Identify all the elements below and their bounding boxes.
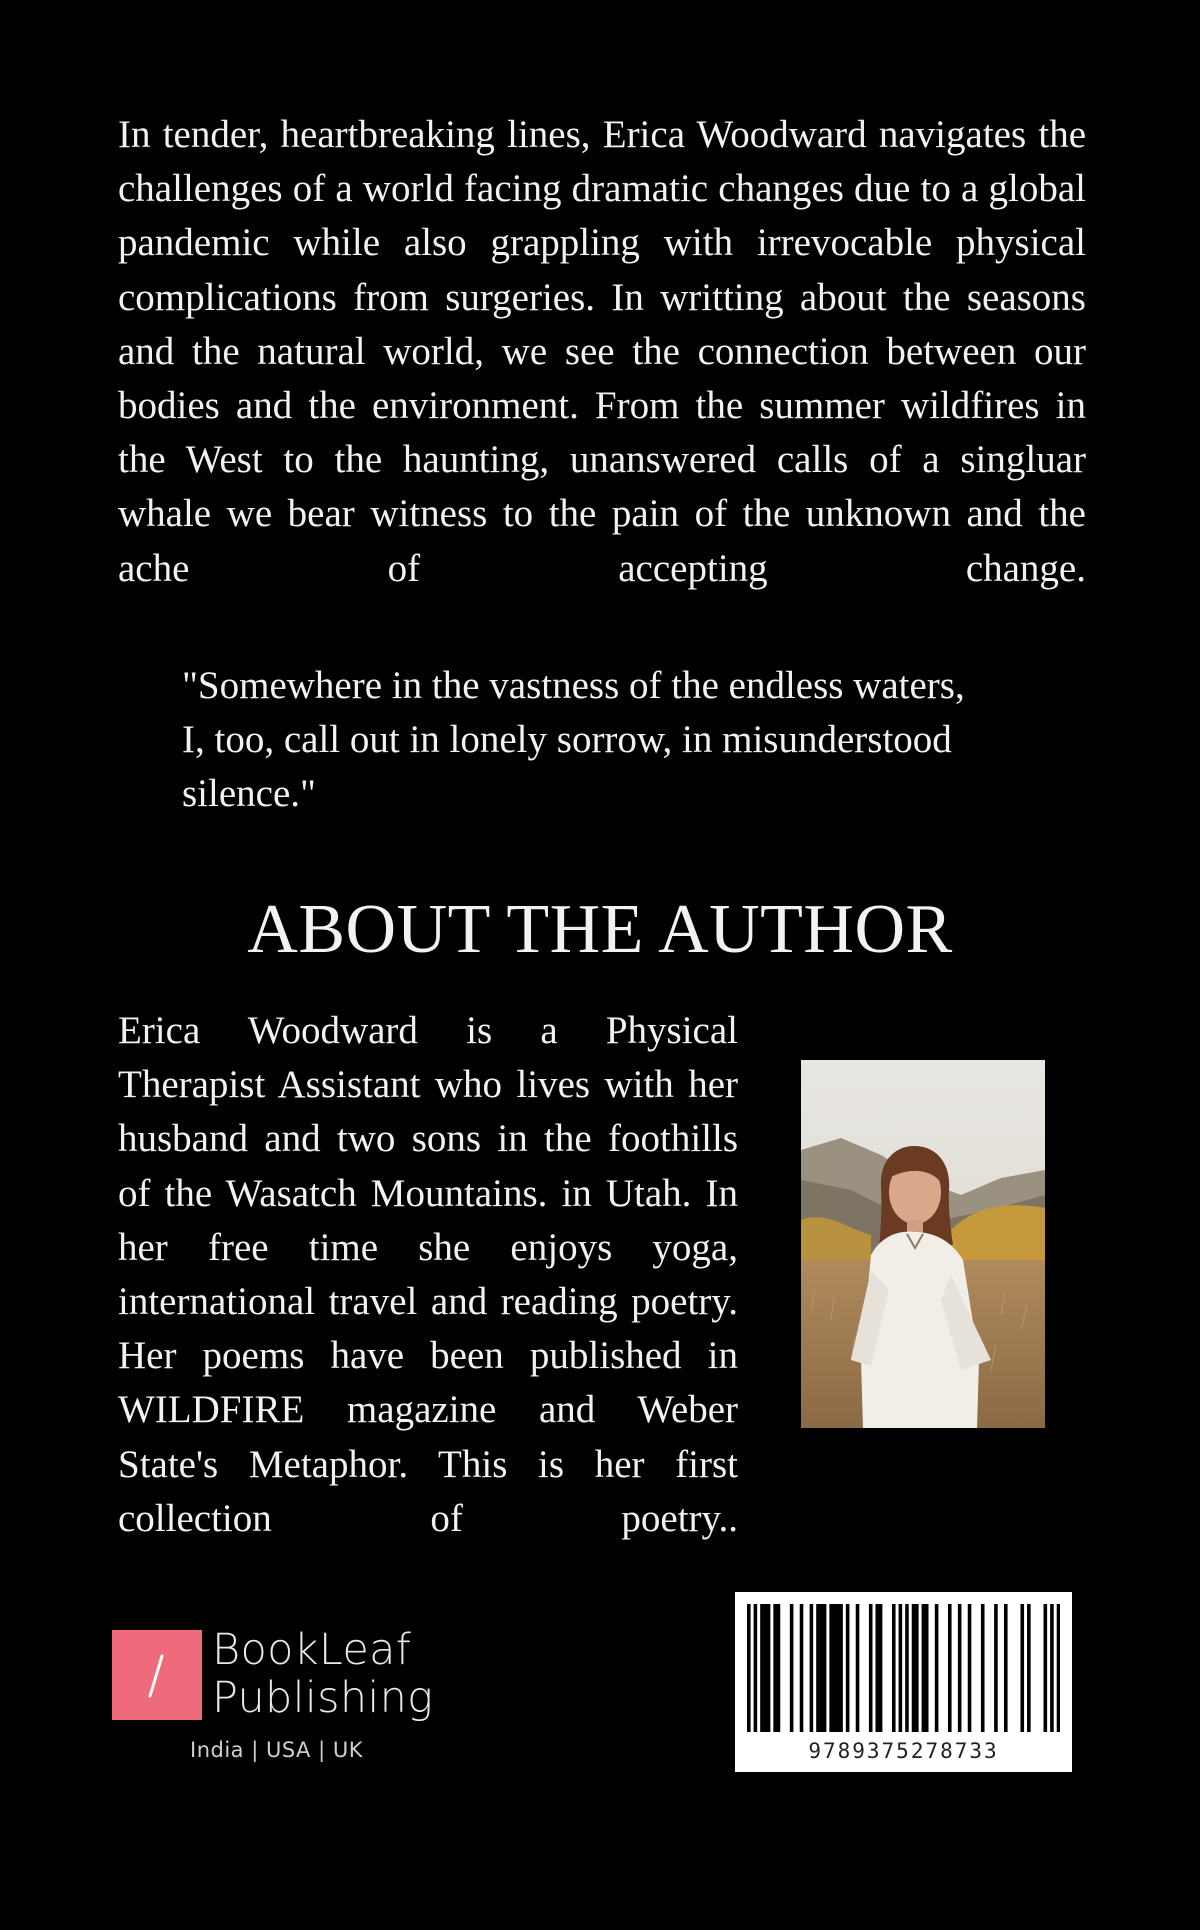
barcode-bar xyxy=(869,1604,873,1732)
about-author-heading: ABOUT THE AUTHOR xyxy=(247,891,953,968)
barcode-bar xyxy=(875,1604,879,1732)
barcode-bar xyxy=(899,1604,903,1732)
barcode-bar xyxy=(856,1604,860,1732)
barcode-bar xyxy=(879,1604,883,1732)
barcode-bar xyxy=(810,1604,814,1732)
barcode-bar xyxy=(846,1604,850,1732)
barcode-bar xyxy=(829,1604,833,1732)
barcode-bar xyxy=(958,1604,962,1732)
barcode-bar xyxy=(981,1604,985,1732)
barcode-bar xyxy=(819,1604,823,1732)
barcode-bar xyxy=(994,1604,998,1732)
pull-quote xyxy=(182,659,1062,822)
quote-line: silence." xyxy=(182,772,316,816)
publisher-name-line: BookLeaf xyxy=(212,1625,412,1675)
isbn-number: 9789375278733 xyxy=(808,1739,999,1763)
barcode-bar xyxy=(1004,1604,1008,1732)
barcode-bar xyxy=(839,1604,843,1732)
slash-icon xyxy=(112,1630,202,1720)
isbn-barcode xyxy=(735,1592,1072,1772)
barcode-bar xyxy=(763,1604,767,1732)
barcode-bar xyxy=(915,1604,919,1732)
book-blurb: In tender, heartbreaking lines, Erica Woodward navigates the challenges of a world facing dramatic changes due to a global pandemic while also grappling with irrevocable physical complications from surgeries. In writting about the seasons and the natural world, we see the connection between our bodies and the environment. From the summer wildfires in the West to the haunting, unanswered calls of a singluar whale we bear witness to the pain of the unknown and the ache of accepting change. xyxy=(118,113,1086,590)
barcode-bar xyxy=(833,1604,837,1732)
barcode-bar xyxy=(1020,1604,1024,1732)
publisher-name-line: Publishing xyxy=(212,1673,434,1723)
barcode-bar xyxy=(1044,1604,1048,1732)
barcode-bar xyxy=(912,1604,916,1732)
barcode-bar xyxy=(754,1604,758,1732)
barcode-bar xyxy=(925,1604,929,1732)
barcode-bar xyxy=(1027,1604,1031,1732)
barcode-bar xyxy=(773,1604,777,1732)
barcode-bar xyxy=(922,1604,926,1732)
publisher-name xyxy=(212,1626,433,1722)
barcode-bar xyxy=(777,1604,781,1732)
barcode-bar xyxy=(1057,1604,1060,1732)
publisher-regions: India | USA | UK xyxy=(190,1738,363,1762)
barcode-bar xyxy=(790,1604,794,1732)
barcode-bar xyxy=(767,1604,771,1732)
barcode-bar xyxy=(892,1604,896,1732)
barcode-bar xyxy=(747,1604,751,1732)
barcode-bar xyxy=(1050,1604,1054,1732)
barcode-bars xyxy=(747,1604,1060,1732)
author-photo xyxy=(801,1060,1045,1428)
publisher-logo xyxy=(112,1625,452,1770)
barcode-bar xyxy=(905,1604,909,1732)
quote-line: I, too, call out in lonely sorrow, in misunderstood xyxy=(182,718,952,762)
barcode-bar xyxy=(836,1604,840,1732)
barcode-bar xyxy=(760,1604,764,1732)
barcode-bar xyxy=(816,1604,820,1732)
barcode-bar xyxy=(800,1604,804,1732)
quote-line: "Somewhere in the vastness of the endless waters, xyxy=(182,664,965,707)
author-bio: Erica Woodward is a Physical Therapist Assistant who lives with her husband and two sons in the foothills of the Wasatch Mountains. in Utah. In her free time she enjoys yoga, international travel and reading poetry. Her poems have been published in WILDFIRE magazine and Weber State's Metaphor. This is her first collection of poetry.. xyxy=(118,1009,738,1540)
barcode-bar xyxy=(968,1604,972,1732)
barcode-bar xyxy=(935,1604,939,1732)
barcode-bar xyxy=(823,1604,827,1732)
barcode-bar xyxy=(948,1604,952,1732)
